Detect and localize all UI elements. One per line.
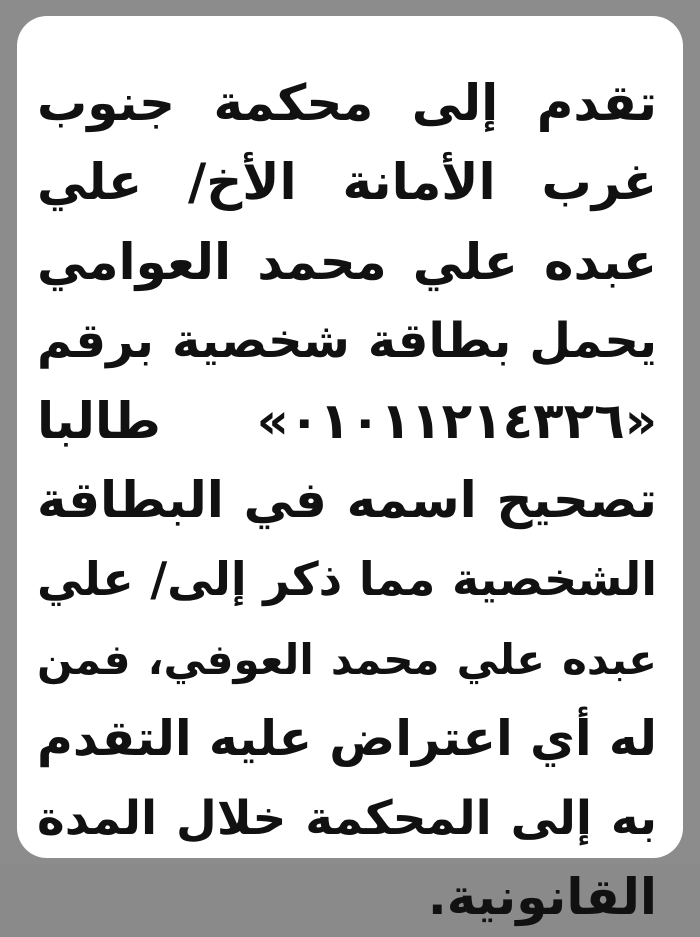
notice-line: عبده علي محمد العوامي bbox=[37, 232, 657, 291]
notice-line: تقدم إلى محكمة جنوب bbox=[37, 74, 657, 132]
notice-line: له أي اعتراض عليه التقدم bbox=[37, 710, 657, 768]
notice-line: الشخصية مما ذكر إلى/ علي bbox=[37, 552, 657, 607]
notice-body bbox=[37, 64, 657, 937]
notice-line: تصحيح اسمه في البطاقة bbox=[37, 471, 657, 530]
notice-card bbox=[17, 16, 683, 927]
notice-line: غرب الأمانة الأخ/ علي bbox=[37, 153, 657, 212]
notice-line: به إلى المحكمة خلال المدة bbox=[37, 790, 657, 846]
notice-line-last: القانونية. bbox=[427, 868, 657, 927]
notice-line: عبده علي محمد العوفي، فمن bbox=[37, 634, 657, 684]
notice-line: يحمل بطاقة شخصية برقم bbox=[37, 313, 657, 370]
notice-line: «٠١٠١١٢١٤٣٢٦» طالبا bbox=[37, 391, 657, 450]
